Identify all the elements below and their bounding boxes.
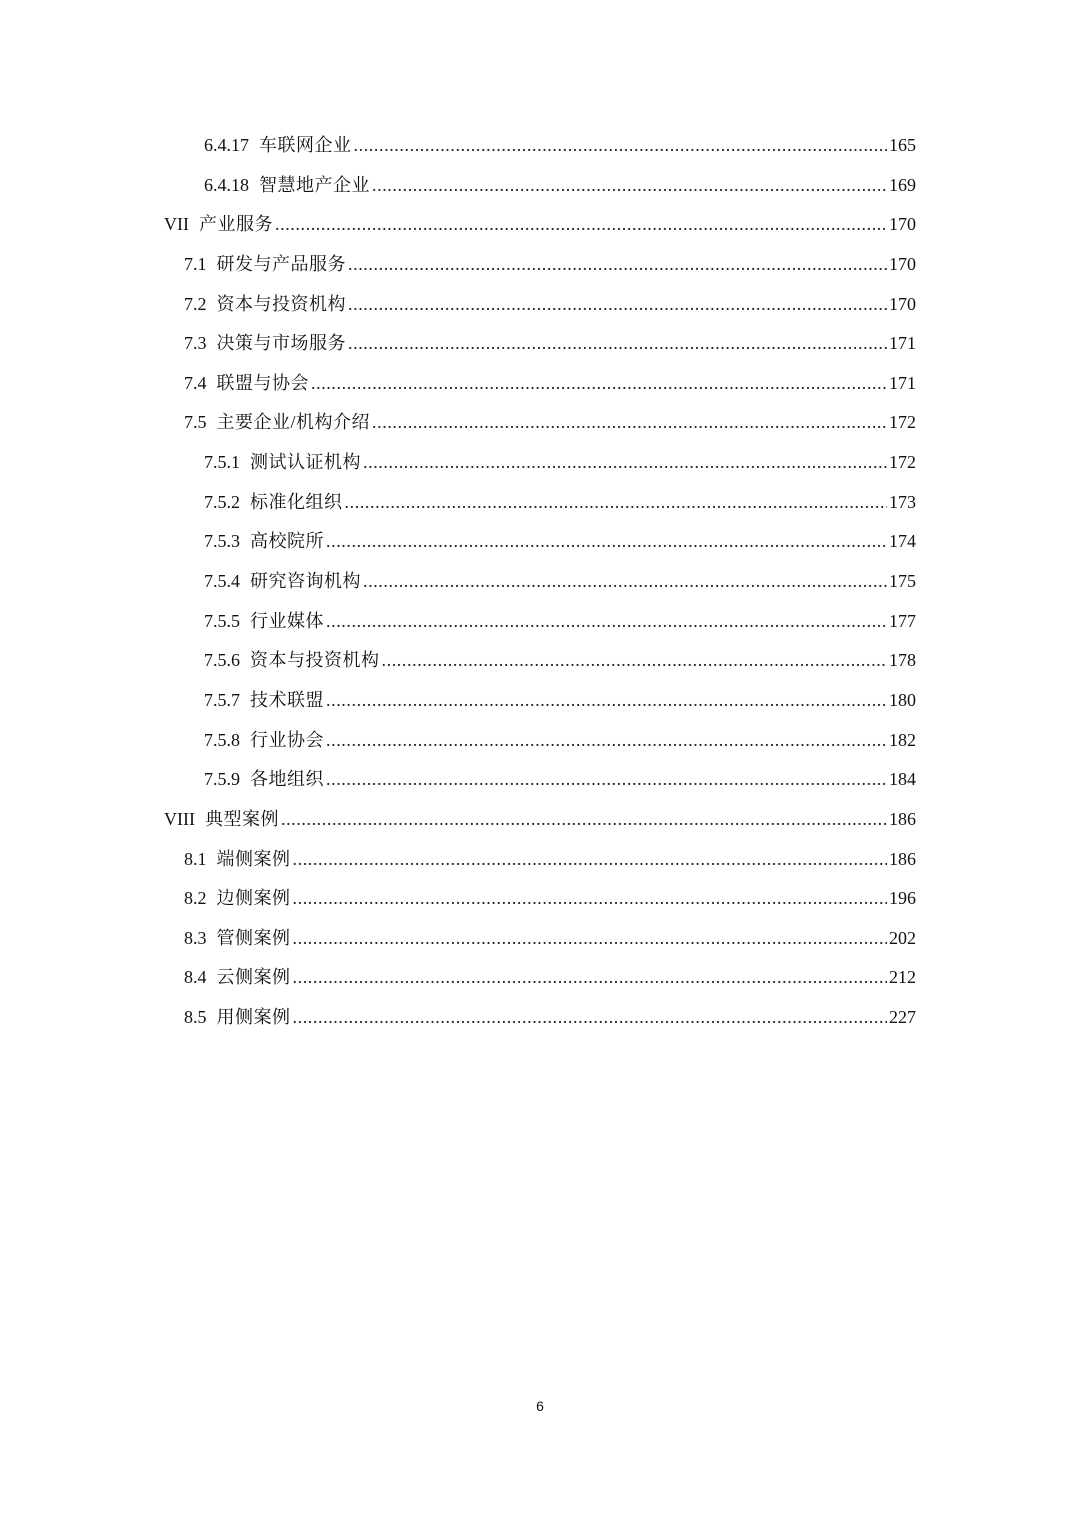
toc-entry-title: 标准化组织 bbox=[250, 491, 343, 512]
toc-entry-number: 8.4 bbox=[184, 967, 207, 988]
toc-entry[interactable] bbox=[164, 840, 916, 880]
toc-entry-page: 170 bbox=[889, 214, 916, 235]
toc-entry-number: 7.5.2 bbox=[204, 491, 240, 512]
toc-entry[interactable] bbox=[164, 562, 916, 602]
toc-entry-title: 云侧案例 bbox=[216, 967, 291, 988]
toc-entry-page: 196 bbox=[889, 888, 916, 909]
toc-entry-title: 资本与投资机构 bbox=[250, 650, 380, 671]
toc-leader-dots bbox=[345, 483, 888, 523]
toc-entry-page: 202 bbox=[889, 927, 916, 948]
toc-leader-dots bbox=[326, 602, 887, 642]
toc-entry-page: 184 bbox=[889, 769, 916, 790]
toc-entry-page: 170 bbox=[889, 253, 916, 274]
toc-entry-title: 测试认证机构 bbox=[250, 452, 361, 473]
toc-leader-dots bbox=[372, 403, 887, 443]
toc-entry-page: 177 bbox=[889, 610, 916, 631]
toc-leader-dots bbox=[326, 721, 887, 761]
toc-entry[interactable] bbox=[164, 324, 916, 364]
toc-entry-page: 180 bbox=[889, 689, 916, 710]
toc-entry-number: 7.1 bbox=[184, 253, 207, 274]
toc-leader-dots bbox=[293, 840, 888, 880]
toc-entry[interactable] bbox=[164, 166, 916, 206]
toc-entry-number: 7.5.1 bbox=[204, 452, 240, 473]
toc-leader-dots bbox=[326, 760, 887, 800]
toc-entry-title: 典型案例 bbox=[204, 808, 279, 829]
toc-entry-number: 7.5.3 bbox=[204, 531, 240, 552]
toc-leader-dots bbox=[326, 681, 887, 721]
toc-entry-number: 6.4.18 bbox=[204, 174, 249, 195]
toc-entry[interactable] bbox=[164, 602, 916, 642]
page-number: 6 bbox=[536, 1398, 544, 1414]
toc-entry-number: 7.5.9 bbox=[204, 769, 240, 790]
toc-entry-page: 170 bbox=[889, 293, 916, 314]
toc-entry-title: 主要企业/机构介绍 bbox=[216, 412, 371, 433]
toc-entry-page: 227 bbox=[889, 1007, 916, 1028]
toc-entry[interactable] bbox=[164, 641, 916, 681]
toc-entry-page: 174 bbox=[889, 531, 916, 552]
toc-entry-number: 8.3 bbox=[184, 927, 207, 948]
toc-entry-number: 8.2 bbox=[184, 888, 207, 909]
toc-entry[interactable] bbox=[164, 800, 916, 840]
toc-entry-number: 8.1 bbox=[184, 848, 207, 869]
toc-entry-page: 186 bbox=[889, 808, 916, 829]
toc-entry-page: 178 bbox=[889, 650, 916, 671]
toc-entry-title: 研究咨询机构 bbox=[250, 571, 361, 592]
toc-entry[interactable] bbox=[164, 205, 916, 245]
toc-entry-title: 高校院所 bbox=[250, 531, 324, 552]
toc-entry[interactable] bbox=[164, 403, 916, 443]
toc-leader-dots bbox=[311, 364, 887, 404]
toc-entry-number: 7.4 bbox=[184, 372, 207, 393]
toc-entry-page: 175 bbox=[889, 571, 916, 592]
toc-leader-dots bbox=[293, 919, 888, 959]
toc-entry-page: 182 bbox=[889, 729, 916, 750]
toc-leader-dots bbox=[293, 998, 888, 1038]
toc-entry-title: 端侧案例 bbox=[216, 848, 291, 869]
toc-leader-dots bbox=[326, 522, 887, 562]
toc-entry-number: 7.5 bbox=[184, 412, 207, 433]
toc-leader-dots bbox=[363, 443, 887, 483]
toc-entry[interactable] bbox=[164, 919, 916, 959]
toc-entry-number: VIII bbox=[164, 808, 195, 829]
toc-leader-dots bbox=[372, 166, 887, 206]
toc-entry-title: 技术联盟 bbox=[250, 689, 324, 710]
toc-leader-dots bbox=[281, 800, 887, 840]
toc-entry-number: 8.5 bbox=[184, 1007, 207, 1028]
toc-entry[interactable] bbox=[164, 958, 916, 998]
toc-entry-title: 管侧案例 bbox=[216, 927, 291, 948]
toc-entry-number: 7.5.8 bbox=[204, 729, 240, 750]
toc-entry[interactable] bbox=[164, 998, 916, 1038]
table-of-contents bbox=[164, 126, 916, 1038]
toc-entry[interactable] bbox=[164, 681, 916, 721]
toc-entry-number: 7.5.7 bbox=[204, 689, 240, 710]
toc-leader-dots bbox=[363, 562, 887, 602]
toc-entry[interactable] bbox=[164, 721, 916, 761]
toc-entry-number: 7.2 bbox=[184, 293, 207, 314]
toc-leader-dots bbox=[293, 958, 888, 998]
toc-entry[interactable] bbox=[164, 245, 916, 285]
toc-leader-dots bbox=[382, 641, 888, 681]
toc-entry-title: 行业协会 bbox=[250, 729, 324, 750]
toc-entry-title: 用侧案例 bbox=[216, 1007, 291, 1028]
toc-entry-number: VII bbox=[164, 214, 189, 235]
toc-entry[interactable] bbox=[164, 364, 916, 404]
toc-entry-page: 173 bbox=[889, 491, 916, 512]
toc-entry-number: 7.5.4 bbox=[204, 571, 240, 592]
toc-leader-dots bbox=[348, 285, 887, 325]
toc-entry-number: 7.5.5 bbox=[204, 610, 240, 631]
toc-entry-page: 212 bbox=[889, 967, 916, 988]
toc-entry-title: 联盟与协会 bbox=[216, 372, 309, 393]
toc-entry-title: 研发与产品服务 bbox=[216, 253, 346, 274]
toc-entry-title: 决策与市场服务 bbox=[216, 333, 346, 354]
toc-entry-number: 6.4.17 bbox=[204, 135, 249, 155]
toc-entry-page: 172 bbox=[889, 452, 916, 473]
toc-entry-title: 各地组织 bbox=[250, 769, 324, 790]
toc-entry-page: 172 bbox=[889, 412, 916, 433]
toc-entry-page: 186 bbox=[889, 848, 916, 869]
toc-entry-page: 171 bbox=[889, 333, 916, 354]
toc-entry[interactable] bbox=[164, 443, 916, 483]
toc-entry-title: 边侧案例 bbox=[216, 888, 291, 909]
toc-entry-title: 产业服务 bbox=[199, 214, 273, 235]
toc-entry[interactable] bbox=[164, 760, 916, 800]
toc-leader-dots bbox=[348, 324, 887, 364]
toc-leader-dots bbox=[354, 126, 888, 166]
toc-entry[interactable] bbox=[164, 126, 916, 166]
toc-leader-dots bbox=[348, 245, 887, 285]
toc-entry-page: 169 bbox=[889, 174, 916, 195]
toc-leader-dots bbox=[293, 879, 888, 919]
toc-entry-number: 7.5.6 bbox=[204, 650, 240, 671]
toc-entry-page: 171 bbox=[889, 372, 916, 393]
toc-entry-number: 7.3 bbox=[184, 333, 207, 354]
toc-entry-title: 行业媒体 bbox=[250, 610, 324, 631]
toc-entry-page: 165 bbox=[889, 135, 916, 155]
toc-entry-title: 智慧地产企业 bbox=[259, 174, 370, 195]
toc-entry-title: 资本与投资机构 bbox=[216, 293, 346, 314]
toc-entry[interactable] bbox=[164, 483, 916, 523]
toc-entry[interactable] bbox=[164, 879, 916, 919]
toc-entry-title: 车联网企业 bbox=[259, 135, 352, 155]
toc-entry[interactable] bbox=[164, 522, 916, 562]
toc-entry[interactable] bbox=[164, 285, 916, 325]
toc-leader-dots bbox=[275, 205, 887, 245]
